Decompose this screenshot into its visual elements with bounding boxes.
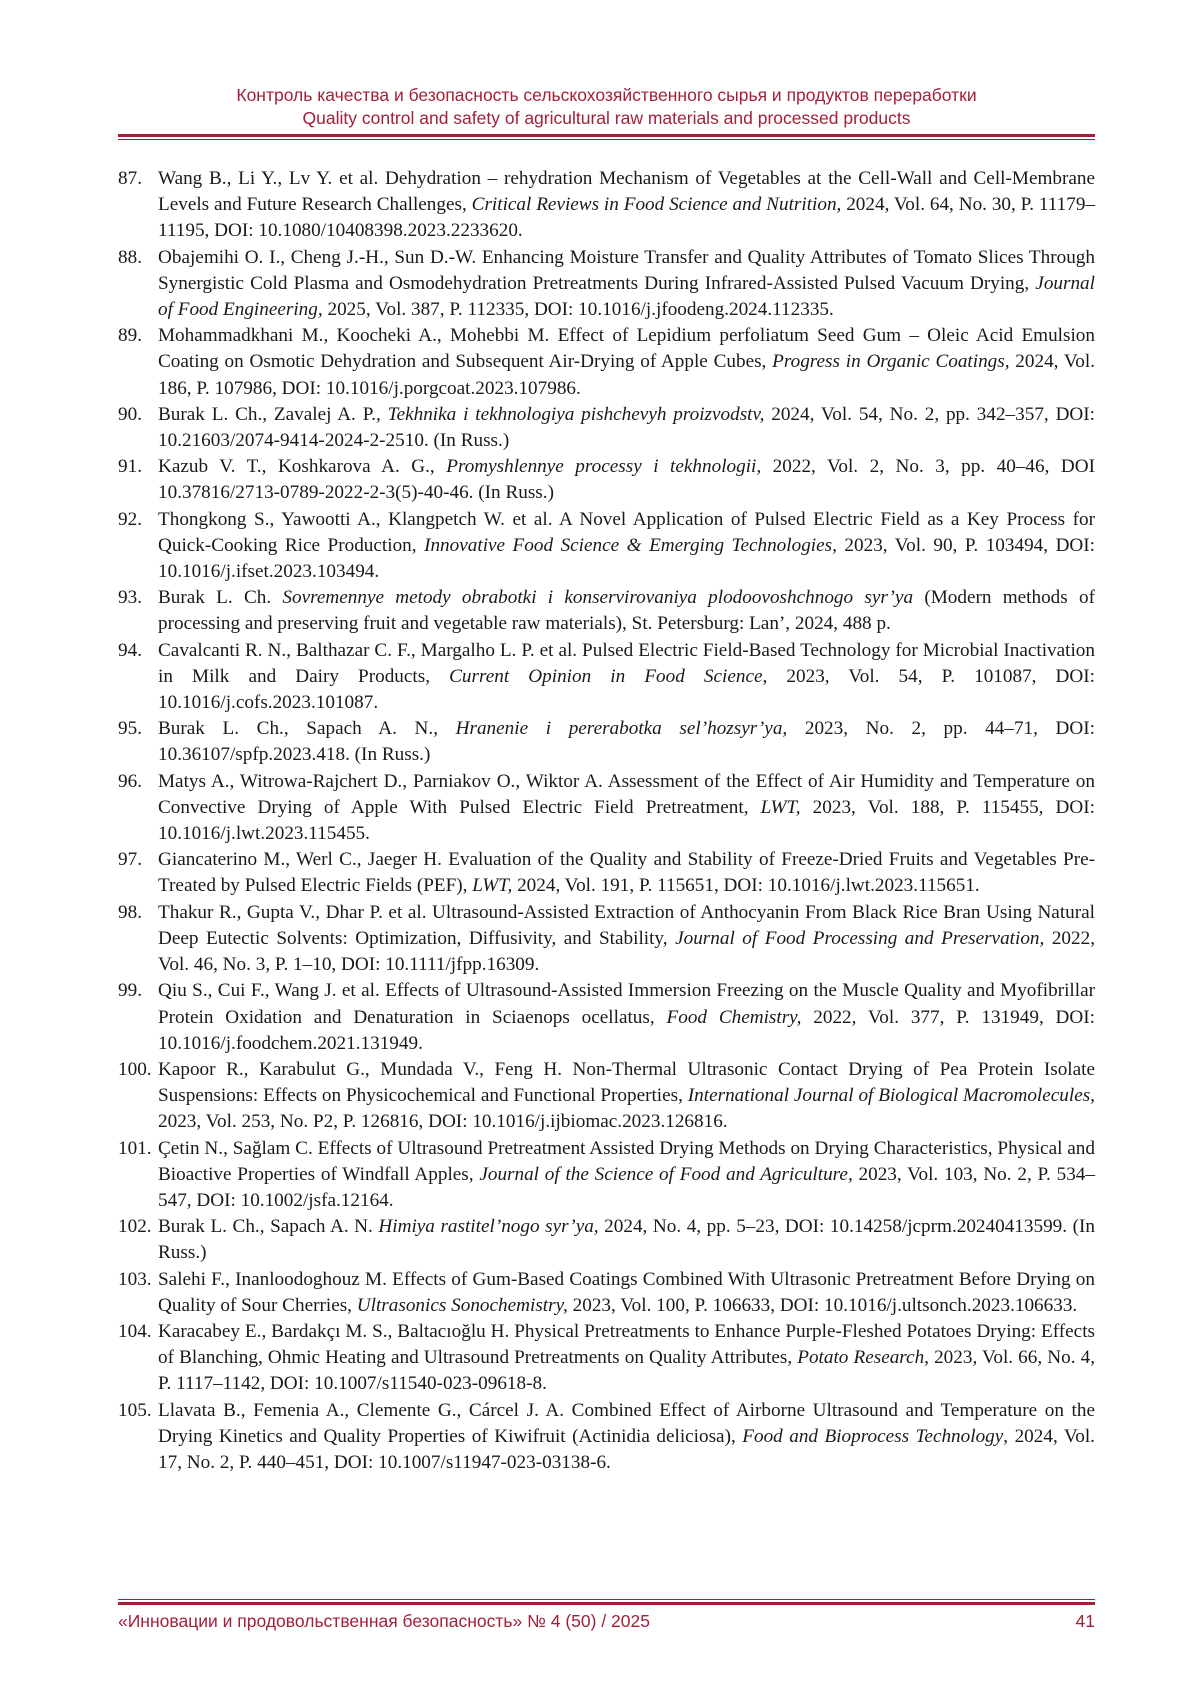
reference-number: 102. [118, 1216, 152, 1238]
reference-item [118, 638, 1095, 717]
reference-number: 93. [118, 587, 142, 609]
reference-number: 96. [118, 770, 142, 792]
reference-text: Wang B., Li Y., Lv Y. et al. Dehydration – rehydration Mechanism of Vegetables at the Cell-Wall and Cell-Membrane Levels and Future Research Challenges, [158, 168, 1095, 216]
reference-details: 2023, Vol. 103, No. 2, P. 534–547, DOI: 10.1002/jsfa.12164. [158, 1163, 1095, 1211]
reference-item [118, 507, 1095, 586]
reference-number: 97. [118, 849, 142, 871]
reference-journal: Innovative Food Science & Emerging Technologies, [424, 534, 837, 556]
reference-number: 91. [118, 456, 142, 478]
reference-text: Mohammadkhani M., Koocheki A., Mohebbi M. Effect of Lepidium perfoliatum Seed Gum – Oleic Acid Emulsion Coating on Osmotic Dehydration and Subsequent Air-Drying of Apple Cubes, [158, 325, 1095, 373]
reference-text: Cavalcanti R. N., Balthazar C. F., Margalho L. P. et al. Pulsed Electric Field-Based Technology for Microbial Inactivation in Milk and Dairy Products, [158, 639, 1095, 687]
reference-number: 92. [118, 508, 142, 530]
reference-text: Salehi F., Inanloodoghouz M. Effects of Gum-Based Coatings Combined With Ultrasonic Pretreatment Before Drying on Quality of Sour Cherries, [158, 1268, 1095, 1316]
reference-number: 98. [118, 901, 142, 923]
reference-details: 2023, Vol. 253, No. P2, P. 126816, DOI: 10.1016/j.ijbiomac.2023.126816. [158, 1111, 728, 1133]
reference-details: 2023, Vol. 90, P. 103494, DOI: 10.1016/j.ifset.2023.103494. [158, 534, 1096, 583]
reference-item [118, 978, 1095, 1057]
reference-item [118, 585, 1095, 637]
reference-item [118, 1398, 1095, 1477]
reference-number: 90. [118, 403, 142, 425]
header-title-ru: Контроль качества и безопасность сельскохозяйственного сырья и продуктов переработки [236, 85, 977, 105]
reference-journal: LWT, [472, 875, 513, 897]
reference-item [118, 166, 1095, 245]
reference-journal: Journal of the Science of Food and Agriculture, [479, 1163, 853, 1185]
reference-details: 2022, Vol. 2, No. 3, pp. 40–46, DOI 10.37816/2713-0789-2022-2-3(5)-40-46. (In Russ.) [158, 456, 1095, 504]
reference-text: Obajemihi O. I., Cheng J.-H., Sun D.-W. Enhancing Moisture Transfer and Quality Attributes of Tomato Slices Through Synergistic Cold Plasma and Osmodehydration Pretreatments During Infrared-Assisted Pulsed Vacuum Drying, [158, 246, 1095, 294]
reference-text: Çetin N., Sağlam C. Effects of Ultrasound Pretreatment Assisted Drying Methods on Drying Characteristics, Physical and Bioactive Properties of Windfall Apples, [158, 1137, 1095, 1185]
reference-list [118, 166, 1095, 1476]
reference-text: Thongkong S., Yawootti A., Klangpetch W. et al. A Novel Application of Pulsed Electric Field as a Key Process for Quick-Cooking Rice Production, [158, 508, 1095, 556]
running-header [118, 84, 1095, 130]
reference-journal: Journal of Food Engineering, [158, 272, 1095, 321]
reference-item [118, 323, 1095, 402]
reference-item [118, 900, 1095, 979]
reference-journal: LWT, [760, 796, 801, 818]
reference-details: 2022, Vol. 377, P. 131949, DOI: 10.1016/j.foodchem.2021.131949. [158, 1006, 1095, 1054]
reference-details: 2024, Vol. 64, No. 30, P. 11179–11195, DOI: 10.1080/10408398.2023.2233620. [158, 194, 1096, 242]
reference-number: 104. [118, 1320, 152, 1342]
reference-number: 87. [118, 168, 142, 189]
reference-details: 2025, Vol. 387, P. 112335, DOI: 10.1016/j.jfoodeng.2024.112335. [322, 299, 834, 321]
reference-journal: Progress in Organic Coatings, [772, 351, 1010, 373]
reference-journal: Himiya rastitel’nogo syr’ya, [378, 1216, 599, 1238]
reference-item [118, 716, 1095, 768]
reference-text: Kazub V. T., Koshkarova A. G., [158, 456, 447, 478]
reference-journal: Food Chemistry, [666, 1006, 802, 1028]
reference-number: 88. [118, 246, 142, 268]
reference-item [118, 245, 1095, 324]
reference-text: Thakur R., Gupta V., Dhar P. et al. Ultrasound-Assisted Extraction of Anthocyanin From Black Rice Bran Using Natural Deep Eutectic Solvents: Optimization, Diffusivity, and Stability, [158, 901, 1095, 949]
footer-rule-thick [118, 1602, 1095, 1605]
reference-journal: Journal of Food Processing and Preservation, [675, 927, 1045, 949]
reference-journal: Sovremennye metody obrabotki i konservirovaniya plodoovoshchnogo syr’ya [282, 587, 914, 609]
reference-details: 2024, No. 4, pp. 5–23, DOI: 10.14258/jcprm.20240413599. (In Russ.) [158, 1216, 1096, 1264]
reference-journal: Food and Bioprocess Technology [742, 1425, 1004, 1447]
reference-details: 2023, Vol. 54, P. 101087, DOI: 10.1016/j.cofs.2023.101087. [158, 665, 1095, 714]
reference-number: 95. [118, 718, 142, 740]
reference-details: 2023, Vol. 100, P. 106633, DOI: 10.1016/j.ultsonch.2023.106633. [567, 1294, 1078, 1316]
reference-journal: Promyshlennye processy i tekhnologii, [446, 456, 762, 478]
reference-details: 2022, Vol. 46, No. 3, P. 1–10, DOI: 10.1111/jfpp.16309. [158, 927, 1095, 976]
reference-number: 94. [118, 639, 142, 661]
reference-text: Qiu S., Cui F., Wang J. et al. Effects of Ultrasound-Assisted Immersion Freezing on the Muscle Quality and Myofibrillar Protein Oxidation and Denaturation in Sciaenops ocellatus, [158, 980, 1095, 1028]
footer-journal-info: «Инновации и продовольственная безопасность» № 4 (50) / 2025 [118, 1611, 650, 1631]
reference-details: 2024, Vol. 186, P. 107986, DOI: 10.1016/j.porgcoat.2023.107986. [158, 351, 1095, 399]
header-title-en: Quality control and safety of agricultural raw materials and processed products [302, 108, 911, 128]
reference-details: 2024, Vol. 191, P. 115651, DOI: 10.1016/j.lwt.2023.115651. [512, 875, 980, 897]
reference-text: Karacabey E., Bardakçı M. S., Baltacıoğlu H. Physical Pretreatments to Enhance Purple-Fleshed Potatoes Drying: Effects of Blanching, Ohmic Heating and Ultrasound Pretreatments on Quality Attributes, [158, 1320, 1095, 1369]
reference-journal: Tekhnika i tekhnologiya pishchevyh proizvodstv, [387, 403, 765, 425]
page-number: 41 [1075, 1611, 1095, 1631]
reference-number: 100. [118, 1058, 152, 1080]
reference-text: Llavata B., Femenia A., Clemente G., Cárcel J. A. Combined Effect of Airborne Ultrasound and Temperature on the Drying Kinetics and Quality Properties of Kiwifruit (Actinidia deliciosa), [158, 1399, 1095, 1447]
reference-number: 103. [118, 1268, 152, 1290]
reference-details: 2023, Vol. 66, No. 4, P. 1117–1142, DOI: 10.1007/s11540-023-09618-8. [158, 1347, 1095, 1395]
header-rule-thin [118, 139, 1095, 140]
reference-details: (Modern methods of processing and preserving fruit and vegetable raw materials), St. Petersburg: Lan’, 2024, 488 p. [158, 587, 1095, 635]
reference-details: 2023, Vol. 188, P. 115455, DOI: 10.1016/j.lwt.2023.115455. [158, 796, 1095, 845]
reference-text: Burak L. Ch. [158, 587, 283, 609]
reference-text: Burak L. Ch., Sapach A. N. [158, 1216, 379, 1238]
reference-text: Burak L. Ch., Sapach A. N., [158, 718, 456, 740]
reference-number: 105. [118, 1399, 152, 1421]
reference-item [118, 1057, 1095, 1136]
header-rule-thick [118, 134, 1095, 137]
reference-number: 99. [118, 980, 142, 1002]
reference-item [118, 402, 1095, 454]
reference-text: Giancaterino M., Werl C., Jaeger H. Evaluation of the Quality and Stability of Freeze-Dried Fruits and Vegetables Pre-Treated by Pulsed Electric Fields (PEF), [158, 849, 1095, 897]
reference-text: Burak L. Ch., Zavalej A. P., [158, 403, 388, 425]
reference-journal: Hranenie i pererabotka sel’hozsyr’ya, [455, 718, 788, 740]
reference-item [118, 1136, 1095, 1215]
reference-text: Matys A., Witrowa-Rajchert D., Parniakov O., Wiktor A. Assessment of the Effect of Air Humidity and Temperature on Convective Drying of Apple With Pulsed Electric Field Pretreatment, [158, 770, 1095, 818]
reference-number: 101. [118, 1137, 152, 1159]
reference-journal: Current Opinion in Food Science, [449, 665, 768, 687]
reference-details: 2023, No. 2, pp. 44–71, DOI: 10.36107/spfp.2023.418. (In Russ.) [158, 718, 1095, 766]
reference-item [118, 1319, 1095, 1398]
reference-details: 2024, Vol. 54, No. 2, pp. 342–357, DOI: 10.21603/2074-9414-2024-2-2510. (In Russ.) [158, 403, 1095, 452]
reference-item [118, 1267, 1095, 1319]
reference-item [118, 769, 1095, 848]
reference-item [118, 454, 1095, 506]
reference-journal: Ultrasonics Sonochemistry, [356, 1294, 568, 1316]
reference-text: Kapoor R., Karabulut G., Mundada V., Feng H. Non-Thermal Ultrasonic Contact Drying of Pea Protein Isolate Suspensions: Effects on Physicochemical and Functional Properties, [158, 1058, 1095, 1107]
reference-journal: Critical Reviews in Food Science and Nutrition, [471, 194, 842, 216]
reference-item [118, 847, 1095, 899]
reference-item [118, 1214, 1095, 1266]
reference-details: , 2024, Vol. 17, No. 2, P. 440–451, DOI: 10.1007/s11947-023-03138-6. [158, 1425, 1095, 1473]
reference-journal: International Journal of Biological Macromolecules, [687, 1085, 1095, 1107]
reference-journal: Potato Research, [797, 1347, 929, 1369]
footer-rule-thin [118, 1599, 1095, 1600]
reference-number: 89. [118, 325, 142, 347]
